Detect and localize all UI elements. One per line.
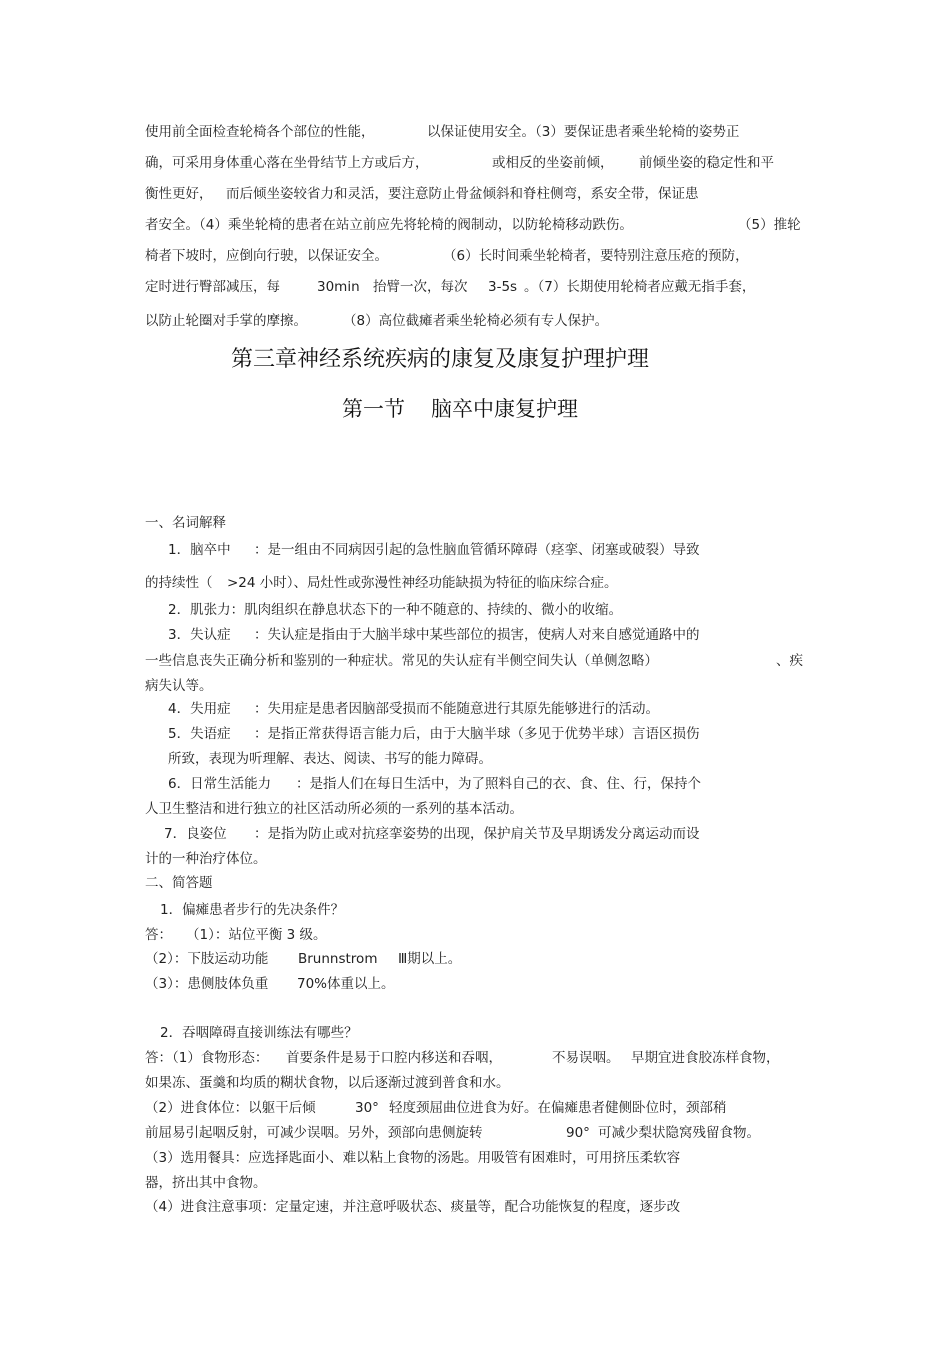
text-span: 抬臂一次，每次 [373,279,468,295]
term-definition: ：是一组由不同病因引起的急性脑血管循环障碍（痉挛、闭塞或破裂）导致 [254,542,700,558]
text-span: 70%体重以上。 [297,976,395,992]
term-line: 所致，表现为听理解、表达、阅读、书写的能力障碍。 [168,751,492,767]
text-span: 答：（1）食物形态： [145,1050,269,1066]
term-definition: ：失认症是指由于大脑半球中某些部位的损害，使病人对来自感觉通路中的 [254,627,700,643]
text-span: 者安全。（4）乘坐轮椅的患者在站立前应先将轮椅的阀制动，以防轮椅移动跌伤。 [145,217,633,233]
text-span: 椅者下坡时，应倒向行驶，以保证安全。 [145,248,388,264]
text-span: 确，可采用身体重心落在坐骨结节上方或后方， [145,155,429,171]
text-span: 不易误咽。 [552,1050,620,1066]
text-span: 前倾坐姿的稳定性和平 [639,155,774,171]
text-span: 早期宜进食胶冻样食物， [631,1050,780,1066]
text-span: 30° [355,1100,379,1116]
term-definition: ：是指人们在每日生活中，为了照料自己的衣、食、住、行，保持个 [296,776,701,792]
text-span: 可减少梨状隐窝残留食物。 [598,1125,760,1141]
part-heading: 一、名词解释 [145,515,226,531]
text-span: （2）：下肢运动功能 [145,951,269,967]
text-span: >24 小时）、局灶性或弥漫性神经功能缺损为特征的临床综合症。 [227,575,618,591]
answer-line: （4）进食注意事项：定量定速，并注意呼吸状态、痰量等，配合功能恢复的程度，逐步改 [145,1199,681,1215]
part-heading: 二、简答题 [145,875,213,891]
term-label: 1．脑卒中 [168,542,231,558]
text-span: 以防止轮圈对手掌的摩擦。 [145,313,307,329]
answer-line: （3）选用餐具：应选择匙面小、难以粘上食物的汤匙。用吸管有困难时，可用挤压柔软容 [145,1150,681,1166]
text-span: （3）：患侧肢体负重 [145,976,269,992]
term-label: 6．日常生活能力 [168,776,272,792]
text-span: （5）推轮 [738,217,801,233]
term-definition: ：是指为防止或对抗痉挛姿势的出现，保护肩关节及早期诱发分离运动而设 [254,826,700,842]
text-span: 衡性更好， [145,186,213,202]
text-span: 定时进行臀部减压，每 [145,279,280,295]
text-span: 而后倾坐姿较省力和灵活，要注意防止骨盆倾斜和脊柱侧弯，系安全带，保证患 [226,186,699,202]
text-span: 轻度颈屈曲位进食为好。在偏瘫患者健侧卧位时，颈部稍 [389,1100,727,1116]
section-name: 脑卒中康复护理 [431,397,578,421]
text-span: Ⅲ期以上。 [398,951,462,967]
text-span: （6）长时间乘坐轮椅者，要特别注意压疮的预防， [443,248,749,264]
section-number: 第一节 [342,397,405,421]
text-span: 以保证使用安全。（3）要保证患者乘坐轮椅的姿势正 [427,124,740,140]
term-definition: ：是指正常获得语言能力后，由于大脑半球（多见于优势半球）言语区损伤 [254,726,700,742]
text-span: Brunnstrom [298,951,378,967]
term-line: 病失认等。 [145,678,213,694]
text-span: 一些信息丧失正确分析和鉴别的一种症状。常见的失认症有半侧空间失认（单侧忽略） [145,653,658,669]
question: 1．偏瘫患者步行的先决条件？ [160,902,345,918]
text-span: 使用前全面检查轮椅各个部位的性能， [145,124,375,140]
text-span: （8）高位截瘫者乘坐轮椅必须有专人保护。 [343,313,609,329]
text-span: 的持续性（ [145,575,213,591]
term-label: 7．良姿位 [164,826,227,842]
text-span: 90° [566,1125,590,1141]
term-line: 2．肌张力：肌肉组织在静息状态下的一种不随意的、持续的、微小的收缩。 [168,602,623,618]
text-span: 30min [317,279,360,295]
term-label: 3．失认症 [168,627,231,643]
text-span: （1）：站位平衡 3 级。 [186,927,327,943]
answer-label: 答： [145,927,172,943]
term-line: 人卫生整洁和进行独立的社区活动所必须的一系列的基本活动。 [145,801,523,817]
text-span: 或相反的坐姿前倾， [492,155,614,171]
chapter-title: 第三章神经系统疾病的康复及康复护理护理 [231,347,650,372]
text-span: 。（7）长期使用轮椅者应戴无指手套， [524,279,756,295]
question: 2．吞咽障碍直接训练法有哪些？ [160,1025,358,1041]
term-label: 4．失用症 [168,701,231,717]
term-line: 计的一种治疗体位。 [145,851,267,867]
term-label: 5．失语症 [168,726,231,742]
term-definition: ：失用症是患者因脑部受损而不能随意进行其原先能够进行的活动。 [254,701,659,717]
text-span: 首要条件是易于口腔内移送和吞咽， [286,1050,502,1066]
text-span: 前屈易引起咽反射，可减少误咽。另外，颈部向患侧旋转 [145,1125,483,1141]
text-span: 、疾 [776,653,803,669]
answer-line: 器，挤出其中食物。 [145,1175,267,1191]
text-span: （2）进食体位：以躯干后倾 [145,1100,316,1116]
text-span: 3-5s [488,279,518,295]
answer-line: 如果冻、蛋羹和均质的糊状食物，以后逐渐过渡到普食和水。 [145,1075,510,1091]
